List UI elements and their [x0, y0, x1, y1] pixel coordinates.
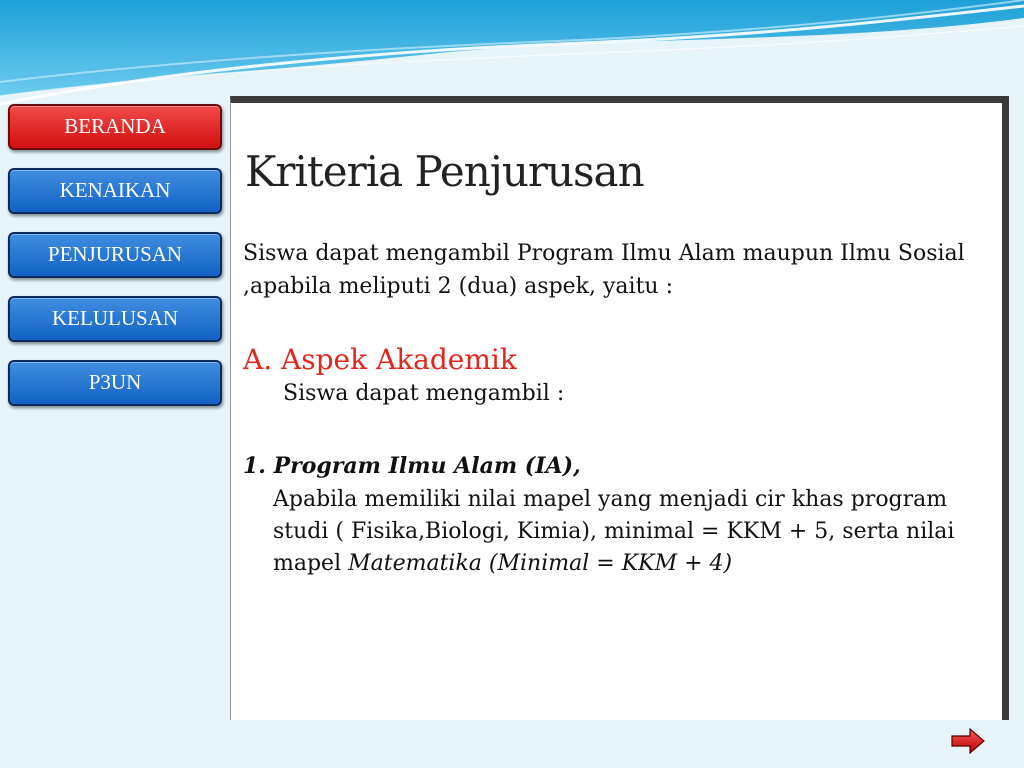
program-title: 1. Program Ilmu Alam (IA), — [243, 453, 581, 479]
program-description-italic: Matematika (Minimal = KKM + 4) — [348, 551, 733, 576]
nav-button-penjurusan[interactable]: PENJURUSAN — [8, 232, 222, 278]
right-arrow-icon[interactable] — [950, 727, 986, 755]
intro-text: Siswa dapat mengambil Program Ilmu Alam maupun Ilmu Sosial ,apabila meliputi 2 (dua) aspek, yaitu : — [243, 241, 965, 299]
program-description — [273, 484, 993, 580]
nav-button-p3un[interactable]: P3UN — [8, 360, 222, 406]
nav-button-kelulusan[interactable]: KELULUSAN — [8, 296, 222, 342]
section-heading-akademik: A. Aspek Akademik — [243, 343, 517, 376]
content-panel — [230, 96, 1009, 720]
nav-button-beranda[interactable]: BERANDA — [8, 104, 222, 150]
program-description-text: Apabila memiliki nilai mapel yang menjadi cir khas program studi ( Fisika,Biologi, Kimia), minimal = KKM + 5, serta nilai mapel — [273, 487, 955, 576]
section-subtext: Siswa dapat mengambil : — [283, 381, 565, 406]
nav-button-kenaikan[interactable]: KENAIKAN — [8, 168, 222, 214]
page-title: Kriteria Penjurusan — [245, 147, 644, 196]
header-wave-decoration — [0, 0, 1024, 110]
